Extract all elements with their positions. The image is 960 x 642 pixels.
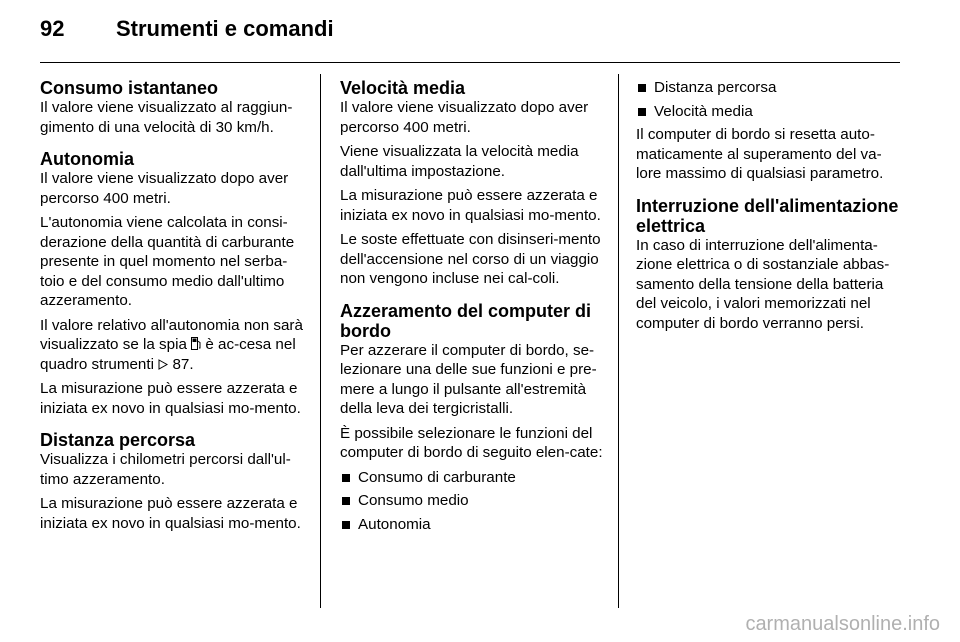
paragraph: Il valore viene visualizzato dopo aver percorso 400 metri. xyxy=(340,99,589,136)
page-header xyxy=(40,16,920,56)
page-reference[interactable]: 87. xyxy=(172,355,194,373)
section-title-autonomia: Autonomia xyxy=(40,149,134,169)
header-divider xyxy=(40,62,900,63)
column-2 xyxy=(340,78,604,538)
list-item: Autonomia xyxy=(340,515,604,535)
square-bullet-icon xyxy=(342,521,350,529)
square-bullet-icon xyxy=(342,497,350,505)
section-title-consumo-istantaneo: Consumo istantaneo xyxy=(40,78,219,98)
paragraph: Il valore viene visualizzato al raggiun-gimento di una velocità di 30 km/h. xyxy=(40,99,293,136)
list-item: Distanza percorsa xyxy=(636,78,904,98)
paragraph: La misurazione può essere azzerata e iniziata ex novo in qualsiasi mo-mento. xyxy=(340,187,601,224)
paragraph: In caso di interruzione dell'alimenta-zione elettrica o di sostanziale abbas-samento della tensione della batteria del veicolo, i valori memorizzati nel computer di bordo verranno persi. xyxy=(636,236,890,332)
paragraph: Le soste effettuate con disinseri-mento dell'accensione nel corso di un viaggio non vengono incluse nei cal-coli. xyxy=(340,231,601,287)
square-bullet-icon xyxy=(638,84,646,92)
section-title-velocita-media: Velocità media xyxy=(340,78,466,98)
list-item: Consumo di carburante xyxy=(340,468,604,488)
column-1 xyxy=(40,78,304,538)
paragraph: È possibile selezionare le funzioni del computer di bordo di seguito elen-cate: xyxy=(340,424,603,461)
list-item: Velocità media xyxy=(636,102,904,122)
watermark: carmanualsonline.info xyxy=(745,613,940,635)
chapter-title: Strumenti e comandi xyxy=(116,16,334,41)
list-item: Consumo medio xyxy=(340,491,604,511)
section-title-azzeramento: Azzeramento del computer di bordo xyxy=(340,300,592,341)
paragraph: La misurazione può essere azzerata e iniziata ex novo in qualsiasi mo-mento. xyxy=(40,380,301,417)
column-divider-2 xyxy=(618,74,619,608)
square-bullet-icon xyxy=(638,108,646,116)
column-3 xyxy=(636,78,904,338)
paragraph: Viene visualizzata la velocità media dall'ultima impostazione. xyxy=(340,143,579,180)
paragraph: Il valore viene visualizzato dopo aver percorso 400 metri. xyxy=(40,170,289,207)
square-bullet-icon xyxy=(342,474,350,482)
arrow-reference-icon xyxy=(158,359,168,370)
paragraph: Il computer di bordo si resetta auto-maticamente al superamento del va-lore massimo di qualsiasi parametro. xyxy=(636,126,884,182)
paragraph: Visualizza i chilometri percorsi dall'ul-timo azzeramento. xyxy=(40,451,291,488)
paragraph: La misurazione può essere azzerata e iniziata ex novo in qualsiasi mo-mento. xyxy=(40,495,301,532)
paragraph: L'autonomia viene calcolata in consi-derazione della quantità di carburante presente in quel momento nel serba-toio e del consumo medio dall'ultimo azzeramento. xyxy=(40,214,295,309)
paragraph: Per azzerare il computer di bordo, se-lezionare una delle sue funzioni e pre-mere a lungo il pulsante all'estremità della leva dei tergicristalli. xyxy=(340,341,597,417)
fuel-pump-icon xyxy=(191,337,201,350)
paragraph-warning-light: Il valore relativo all'autonomia non sarà visualizzato se la spia è ac-cesa nel quadro strumenti 87. xyxy=(40,316,303,373)
column-divider-1 xyxy=(320,74,321,608)
section-title-distanza-percorsa: Distanza percorsa xyxy=(40,430,196,450)
page-number: 92 xyxy=(40,16,65,41)
section-title-interruzione: Interruzione dell'alimentazione elettrica xyxy=(636,195,899,236)
